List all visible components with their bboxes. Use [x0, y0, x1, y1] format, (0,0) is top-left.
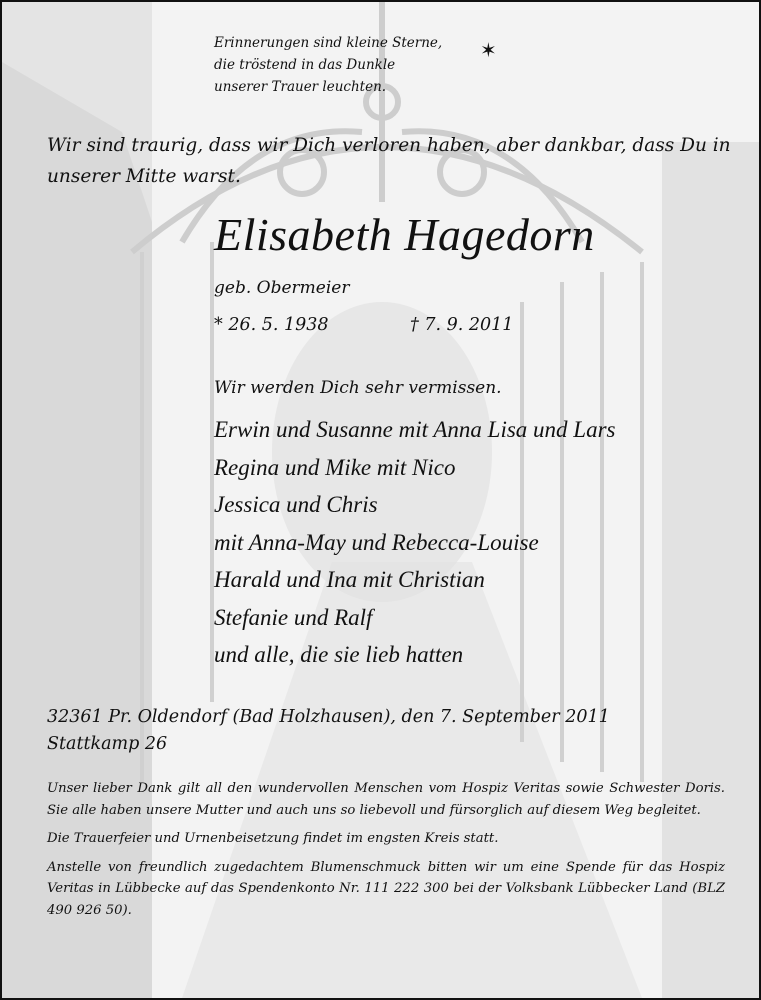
thanks-note: Unser lieber Dank gilt all den wundervollen Menschen vom Hospiz Veritas sowie Schwester Doris. Sie alle haben unsere Mutter und auch uns so liebevoll und fürsorglich auf diesem Weg begleitet. [47, 781, 725, 818]
quote-line: Erinnerungen sind kleine Sterne, [214, 35, 443, 51]
donation-note: Anstelle von freundlich zugedachtem Blumenschmuck bitten wir um eine Spende für das Hospiz Veritas in Lübbecke auf das Spendenkonto Nr. 111 222 300 bei der Volksbank Lübbecker Land (BLZ 490 926 50). [47, 859, 725, 918]
memorial-quote [214, 32, 474, 98]
star-icon: ✶ [480, 38, 497, 62]
funeral-note: Die Trauerfeier und Urnenbeisetzung findet im engsten Kreis statt. [47, 831, 499, 846]
mourner-line: und alle, die sie lieb hatten [214, 642, 464, 667]
deceased-name: Elisabeth Hagedorn [214, 209, 595, 260]
mourner-line: Jessica und Chris [214, 492, 378, 517]
place-date: 32361 Pr. Oldendorf (Bad Holzhausen), den 7. September 2011 [47, 707, 610, 727]
mourners-heading: Wir werden Dich sehr vermissen. [214, 378, 502, 398]
quote-line: die tröstend in das Dunkle [214, 57, 396, 73]
mourner-line: mit Anna-May und Rebecca-Louise [214, 529, 539, 555]
mourner-line: Regina und Mike mit Nico [214, 454, 456, 480]
mourner-line: Stefanie und Ralf [214, 604, 373, 630]
maiden-name: geb. Obermeier [214, 278, 350, 298]
mourners-list [214, 411, 616, 674]
birth-date: * 26. 5. 1938 [214, 315, 329, 335]
death-date: † 7. 9. 2011 [410, 315, 514, 335]
intro-text: Wir sind traurig, dass wir Dich verloren haben, aber dankbar, dass Du in unserer Mitte warst. [47, 135, 731, 187]
mourner-line: Harald und Ina mit Christian [214, 567, 485, 592]
life-dates [214, 315, 594, 335]
mourner-line: Erwin und Susanne mit Anna Lisa und Lars [214, 417, 616, 442]
quote-line: unserer Trauer leuchten. [214, 79, 387, 95]
address-block [47, 704, 610, 758]
notes-block [47, 778, 725, 928]
street-address: Stattkamp 26 [47, 734, 168, 754]
